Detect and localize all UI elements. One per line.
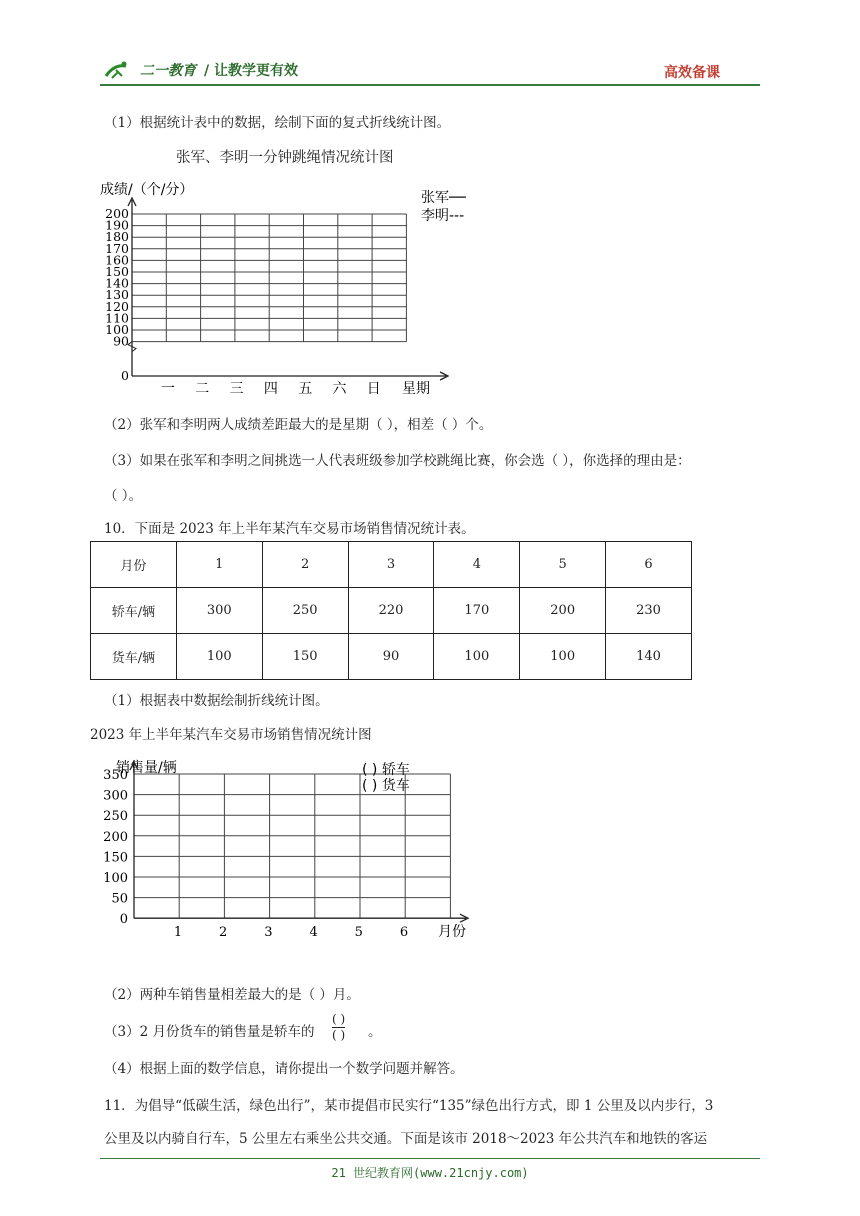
chart2-grid [96,752,486,976]
chart2-x-tick-label: 5 [354,925,363,941]
brand-slogan: / 让教学更有效 [204,63,298,79]
q10-part2: （2）两种车销售量相差最大的是（ ）月。 [104,987,360,1003]
chart1-y-tick-label: 170 [105,240,129,256]
table-header-cell: 5 [520,542,606,588]
q9-part3-line2: （ ）。 [104,488,143,504]
table-cell: 轿车/辆 [91,588,177,634]
table-cell: 230 [606,588,692,634]
q10-part1: （1）根据表中数据绘制折线统计图。 [104,693,329,709]
chart1-x-tick-label: 六 [332,381,347,397]
table-cell: 90 [348,634,434,680]
chart2-y-tick-label: 350 [103,768,128,783]
sales-table [90,541,692,680]
chart2-x-tick-label: 2 [219,925,228,941]
table-cell: 100 [434,634,520,680]
table-header-cell: 月份 [91,542,177,588]
chart1-legend-item: 张军── [421,190,466,206]
chart1-y-tick-label: 110 [105,310,129,326]
chart2-x-tick-label: 4 [309,925,318,941]
footer-divider [100,1158,760,1159]
answer-fraction [332,1013,345,1042]
q9-part2: （2）张军和李明两人成绩差距最大的是星期（ ），相差（ ）个。 [104,417,493,433]
chart1-x-tick-label: 日 [366,381,381,397]
chart2-title: 2023 年上半年某汽车交易市场销售情况统计图 [90,727,372,743]
chart2-legend-item: ( ) 轿车 [362,762,410,778]
q9-part3-line1: （3）如果在张军和李明之间挑选一人代表班级参加学校跳绳比赛，你会选（ ），你选择的理由是： [104,453,691,469]
chart2-x-tick-label: 3 [264,925,273,941]
q10-part3-end: 。 [368,1024,382,1040]
chart1-y-tick-label: 160 [105,252,129,268]
header-right-label: 高效备课 [664,65,720,81]
fraction-numerator: ( ) [332,1012,346,1026]
q10-part3-text: （3）2 月份货车的销售量是轿车的 [104,1024,315,1040]
table-cell: 货车/辆 [91,634,177,680]
chart1-legend-item: 李明--- [421,208,465,224]
chart1-y-tick-label: 120 [105,298,129,314]
chart1-y-tick-label: 130 [105,287,129,303]
chart2-ylabel: 销售量/辆 [116,760,177,776]
logo-icon [104,60,134,80]
brand-name: 二一教育 [140,63,196,79]
q11-line2: 公里及以内骑自行车，5 公里左右乘坐公共交通。下面是该市 2018～2023 年公共汽车和地铁的客运 [104,1131,708,1147]
chart1-y-tick-label: 100 [105,322,129,337]
chart1-x-tick-label: 四 [263,381,278,397]
chart1-y-tick-label: 180 [105,229,129,245]
chart1-y-tick-label: 150 [105,264,129,279]
chart1-x-tick-label: 三 [229,381,244,397]
chart1-y-tick-label: 90 [113,333,129,349]
chart2-y-tick-label: 100 [103,871,128,886]
chart2-y-tick-label: 0 [119,912,128,928]
table-cell: 100 [176,634,262,680]
chart2-y-tick-label: 300 [103,788,128,804]
table-cell: 300 [176,588,262,634]
chart2-y-tick-label: 150 [103,850,128,866]
table-header-cell: 6 [606,542,692,588]
chart2-legend-item: ( ) 货车 [362,778,410,794]
table-row [91,634,692,680]
chart1-grid [96,172,476,402]
table-header-cell: 3 [348,542,434,588]
chart2-x-tick-label: 1 [173,925,183,941]
q10-part3 [104,1020,314,1040]
chart2-y-tick-label: 250 [103,809,128,825]
q9-part1: （1）根据统计表中的数据，绘制下面的复式折线统计图。 [104,115,451,131]
chart1-x-tick-label: 一 [161,381,175,397]
header-divider [100,84,760,86]
q10-intro: 10．下面是 2023 年上半年某汽车交易市场销售情况统计表。 [104,521,475,537]
chart2-x-tick-label: 6 [399,925,409,941]
chart1-x-tick-label: 五 [298,381,313,397]
chart1-y-tick-label: 140 [105,275,129,291]
table-header-cell: 1 [176,542,262,588]
chart1-ylabel: 成绩/（个/分） [100,182,194,198]
chart1-title: 张军、李明一分钟跳绳情况统计图 [176,150,394,166]
footer-text: 21 世纪教育网(www.21cnjy.com) [331,1166,529,1180]
chart1-y-tick-label: 190 [105,217,129,233]
table-cell: 200 [520,588,606,634]
chart1-y-tick-label: 200 [105,206,129,221]
chart1-x-tick-label: 二 [195,381,210,397]
q11-line1: 11．为倡导“低碳生活，绿色出行”，某市提倡市民实行“135”绿色出行方式，即 1 公里及以内步行，3 [104,1098,714,1114]
table-cell: 170 [434,588,520,634]
table-cell: 150 [262,634,348,680]
fraction-denominator: ( ) [332,1028,346,1042]
table-header-cell: 4 [434,542,520,588]
table-row [91,542,692,588]
table-cell: 100 [520,634,606,680]
q10-part4: （4）根据上面的数学信息，请你提出一个数学问题并解答。 [104,1061,464,1077]
chart1-xlabel: 星期 [402,381,430,397]
table-cell: 220 [348,588,434,634]
chart2-xlabel: 月份 [438,924,466,941]
header-brand [104,60,298,80]
chart2-y-tick-label: 50 [111,891,128,907]
table-row [91,588,692,634]
chart2-y-tick-label: 200 [103,829,128,845]
table-cell: 140 [606,634,692,680]
chart1-y-tick-label: 0 [121,368,129,383]
table-cell: 250 [262,588,348,634]
table-header-cell: 2 [262,542,348,588]
